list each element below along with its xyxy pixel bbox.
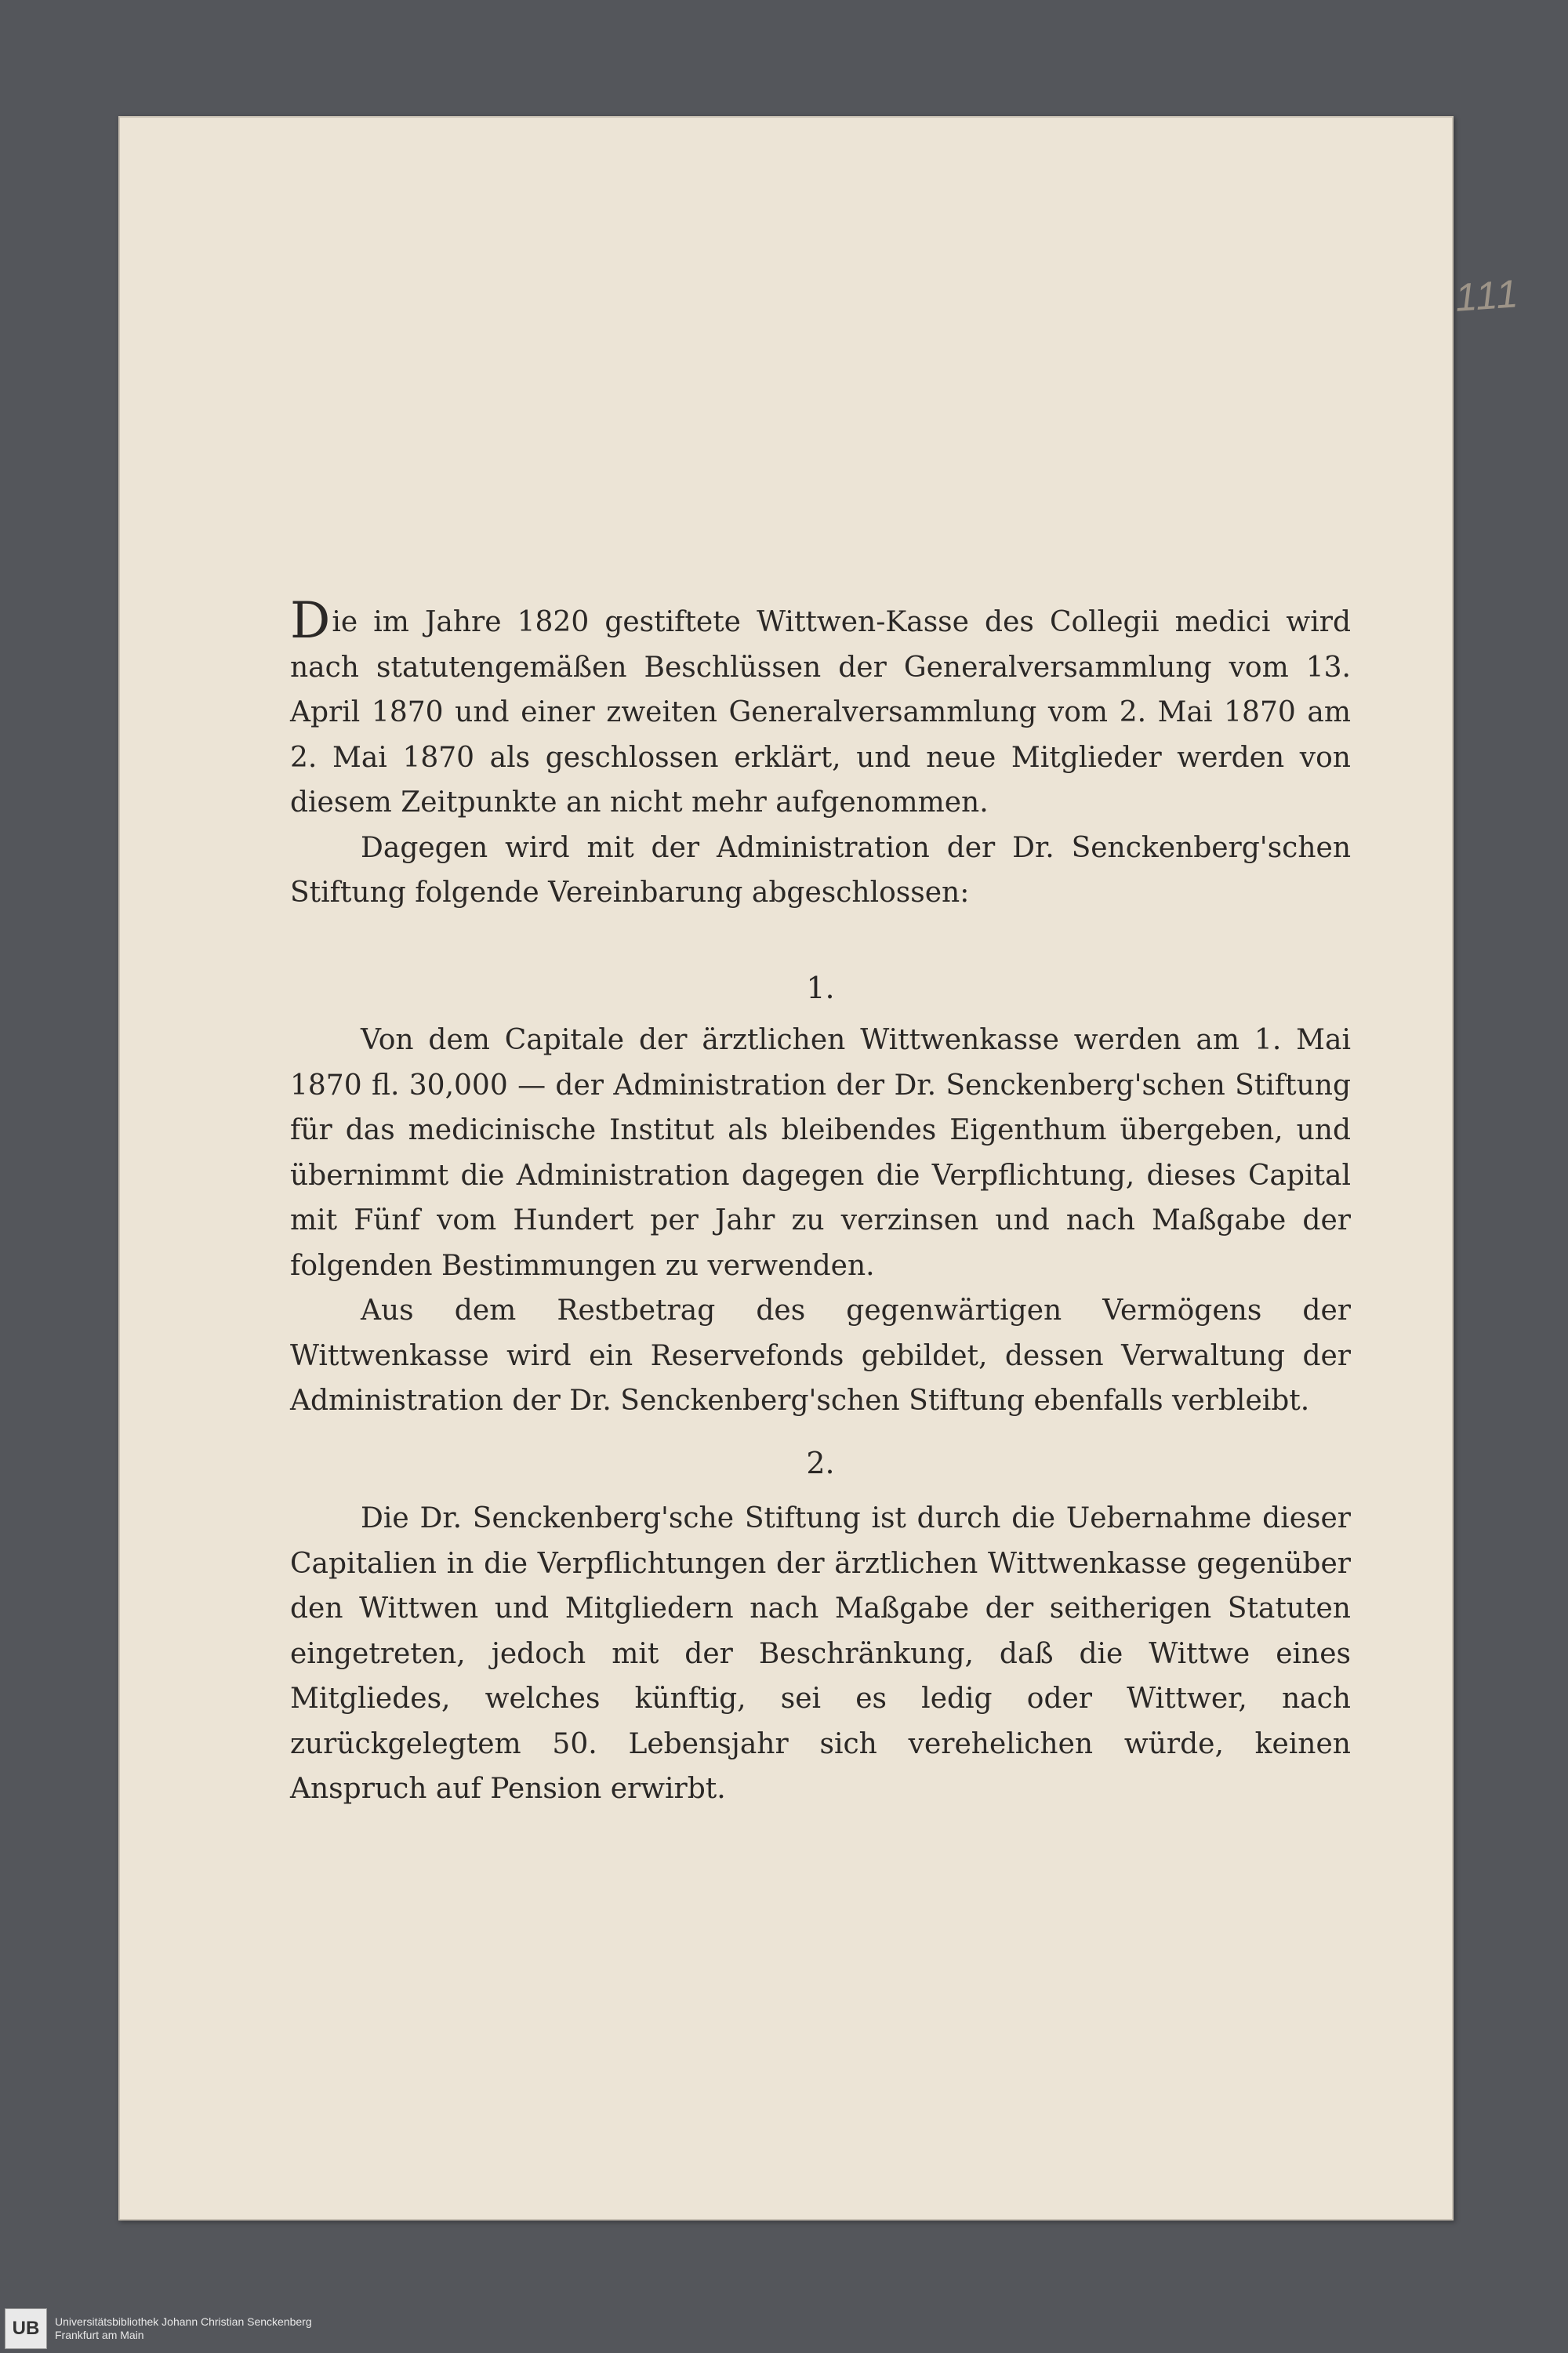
section-1-paragraph-1: Von dem Capitale der ärztlichen Wittwenkasse werden am 1. Mai 1870 fl. 30,000 — der Administration der Dr. Senckenberg'schen Stiftung für das medicinische Institut als bleibendes Eigenthum übergeben, und übernimmt die Administration dagegen die Verpflichtung, dieses Capital mit Fünf vom Hundert per Jahr zu verzinsen und nach Maßgabe der folgenden Bestimmungen zu verwenden. <box>290 1024 1351 1282</box>
intro-paragraph-2: Dagegen wird mit der Administration der Dr. Senckenberg'schen Stiftung folgende Vereinbarung abgeschlossen: <box>290 831 1351 909</box>
section-2-heading: 2. <box>806 1446 835 1480</box>
library-name: Universitätsbibliothek Johann Christian Senckenberg <box>55 2315 312 2328</box>
section-1-paragraph-2: Aus dem Restbetrag des gegenwärtigen Vermögens der Wittwenkasse wird ein Reservefonds gebildet, dessen Verwaltung der Administration der Dr. Senckenberg'schen Stiftung ebenfalls verbleibt. <box>290 1295 1351 1417</box>
section-2-block <box>290 1496 1351 1812</box>
intro-paragraph-1 <box>290 592 1351 826</box>
intro-block <box>290 592 1351 916</box>
library-location: Frankfurt am Main <box>55 2329 144 2341</box>
document-page <box>118 116 1521 2220</box>
section-2-paragraph-1: Die Dr. Senckenberg'sche Stiftung ist durch die Uebernahme dieser Capitalien in die Verpflichtungen der ärztlichen Wittwenkasse gegenüber den Wittwen und Mitgliedern nach Maßgabe der seitherigen Statuten eingetreten, jedoch mit der Beschränkung, daß die Wittwe eines Mitgliedes, welches künftig, sei es ledig oder Wittwer, nach zurückgelegtem 50. Lebensjahr sich verehelichen würde, keinen Anspruch auf Pension erwirbt. <box>290 1502 1351 1805</box>
library-footer <box>0 2308 312 2349</box>
section-1-heading: 1. <box>806 971 835 1005</box>
library-logo: UB <box>5 2308 47 2349</box>
intro-paragraph-1-text: ie im Jahre 1820 gestiftete Wittwen-Kasse des Collegii medici wird nach statutengemäßen Beschlüssen der Generalversammlung vom 13. April 1870 und einer zweiten Generalversammlung vom 2. Mai 1870 am 2. Mai 1870 als geschlossen erklärt, und neue Mitglieder werden von diesem Zeitpunkte an nicht mehr aufgenommen. <box>290 606 1351 819</box>
library-credit <box>55 2315 312 2342</box>
handwritten-page-number: 111 <box>1454 271 1521 320</box>
section-1-block <box>290 1018 1351 1424</box>
drop-cap: D <box>290 592 331 650</box>
